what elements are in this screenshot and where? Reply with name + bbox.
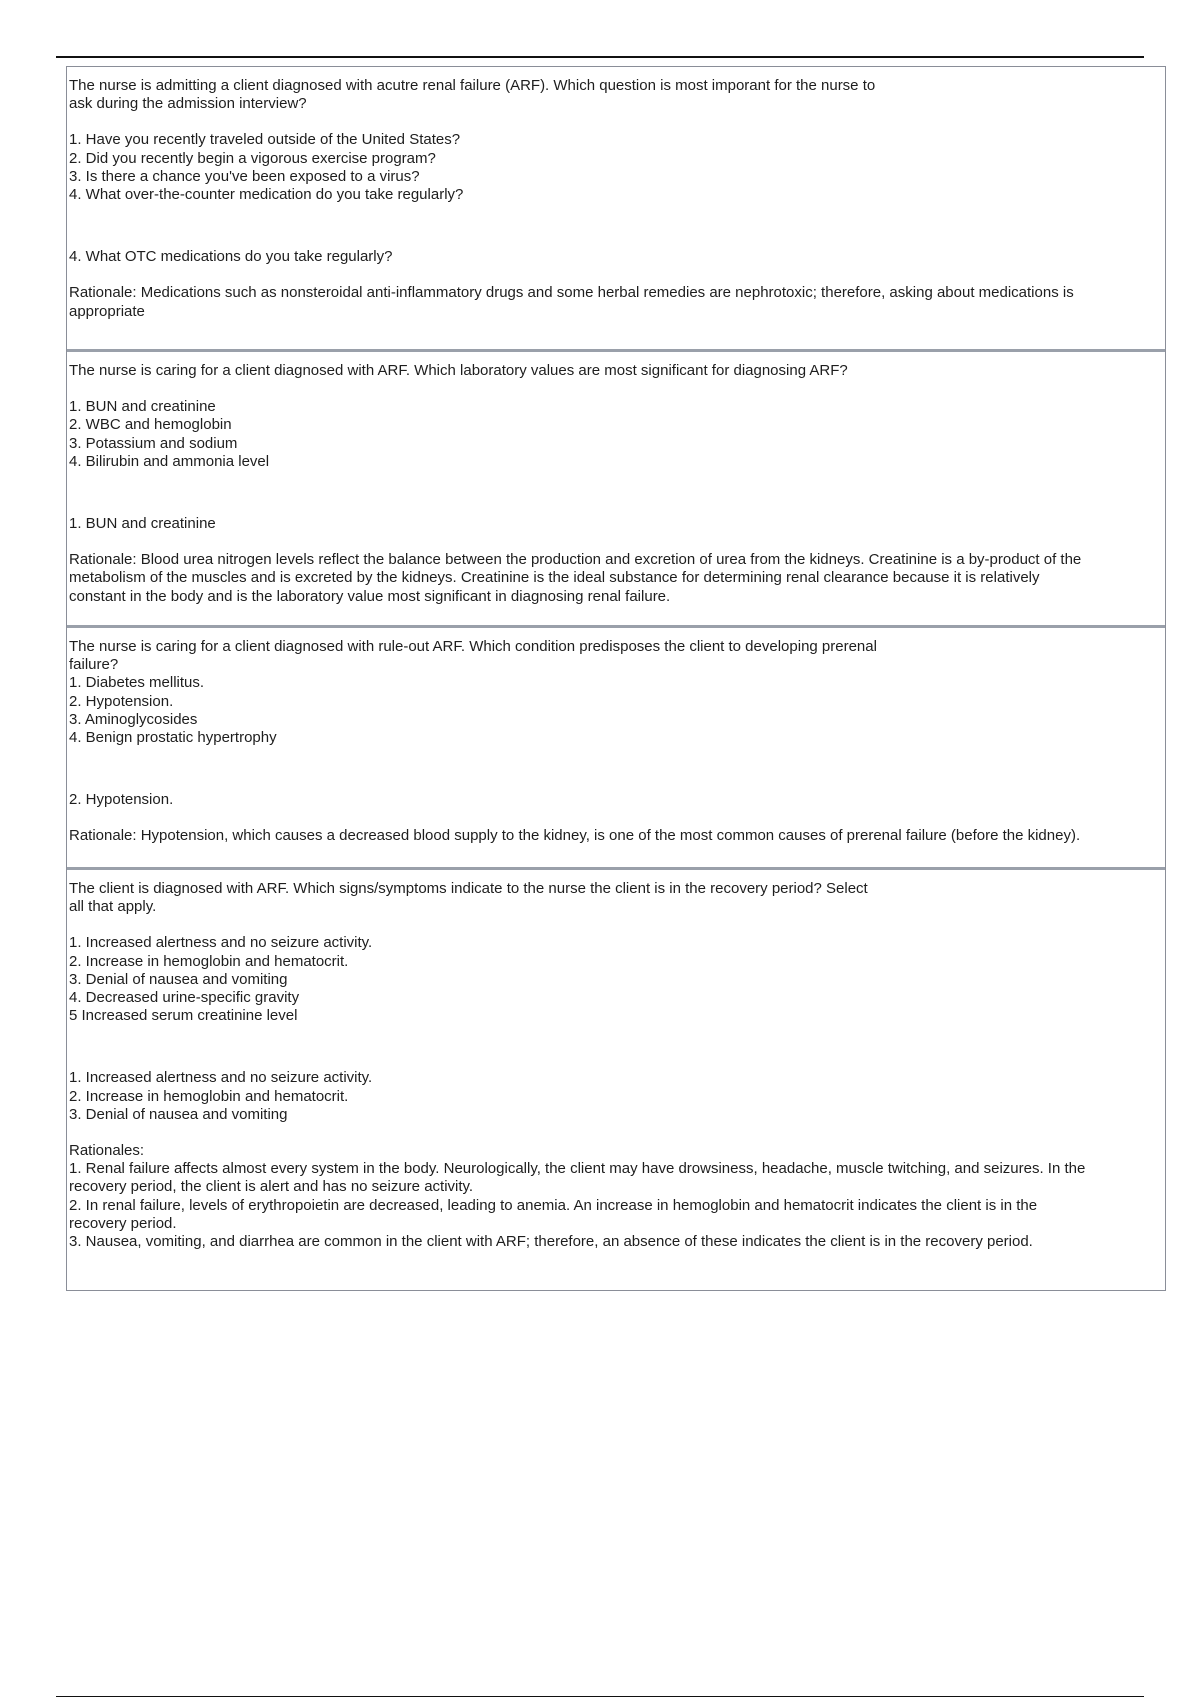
rationale-text: recovery period, the client is alert and has no seizure activity.	[69, 1178, 474, 1196]
rationale-text: metabolism of the muscles and is excreted by the kidneys. Creatinine is the ideal substance for determining renal clearance because it is relatively	[69, 569, 1040, 587]
answer-text: 2. Increase in hemoglobin and hematocrit.	[69, 1087, 349, 1105]
option-item: 1. Have you recently traveled outside of the United States?	[69, 131, 461, 149]
option-item: 3. Denial of nausea and vomiting	[69, 970, 288, 988]
answer-text: 3. Denial of nausea and vomiting	[69, 1105, 288, 1123]
rationale-text: Rationale: Blood urea nitrogen levels reflect the balance between the production and excretion of urea from the kidneys. Creatinine is a by-product of the	[69, 551, 1082, 569]
question-text: ask during the admission interview?	[69, 95, 307, 113]
answer-text: 2. Hypotension.	[69, 791, 174, 809]
option-item: 2. Increase in hemoglobin and hematocrit.	[69, 952, 349, 970]
footer-rule	[56, 1696, 1144, 1697]
answer-text: 1. BUN and creatinine	[69, 515, 216, 533]
question-text: The nurse is caring for a client diagnosed with ARF. Which laboratory values are most significant for diagnosing ARF?	[69, 362, 848, 379]
question-card	[67, 67, 1165, 352]
option-list	[69, 934, 1157, 1025]
option-list	[69, 398, 1157, 471]
option-item: 4. Benign prostatic hypertrophy	[69, 729, 277, 747]
option-list	[69, 674, 1157, 747]
question-card	[67, 628, 1165, 870]
rationale-text: appropriate	[69, 302, 145, 320]
option-item: 3. Is there a chance you've been exposed to a virus?	[69, 167, 420, 185]
rationale-text: 2. In renal failure, levels of erythropoietin are decreased, leading to anemia. An increase in hemoglobin and hematocrit indicates the client is in the	[69, 1196, 1038, 1214]
rationale-text: Rationale: Medications such as nonsteroidal anti-inflammatory drugs and some herbal remedies are nephrotoxic; therefore, asking about medications is	[69, 284, 1074, 302]
answer-list	[69, 1069, 1157, 1124]
rationale-text: constant in the body and is the laboratory value most significant in diagnosing renal failure.	[69, 587, 671, 605]
option-item: 2. Did you recently begin a vigorous exercise program?	[69, 149, 436, 167]
rationale-text: 1. Renal failure affects almost every system in the body. Neurologically, the client may have drowsiness, headache, muscle twitching, and seizures. In the	[69, 1160, 1086, 1178]
answer-text: 4. What OTC medications do you take regularly?	[69, 248, 393, 266]
rationale-text: recovery period.	[69, 1214, 177, 1232]
question-table	[66, 66, 1166, 1291]
option-item: 2. Hypotension.	[69, 692, 174, 710]
rationale-text: Rationale: Hypotension, which causes a decreased blood supply to the kidney, is one of the most common causes of prerenal failure (before the kidney).	[69, 827, 1081, 845]
option-item: 3. Aminoglycosides	[69, 710, 198, 728]
question-text: The nurse is caring for a client diagnosed with rule-out ARF. Which condition predisposes the client to developing prerenal	[69, 638, 877, 655]
option-list	[69, 131, 1157, 204]
option-item: 1. Diabetes mellitus.	[69, 674, 205, 692]
option-item: 4. What over-the-counter medication do you take regularly?	[69, 186, 464, 204]
question-card	[67, 352, 1165, 628]
header-rule	[56, 56, 1144, 58]
option-item: 1. BUN and creatinine	[69, 398, 216, 416]
answer-text: 1. Increased alertness and no seizure activity.	[69, 1069, 373, 1087]
rationale-heading: Rationales:	[69, 1142, 145, 1160]
option-item: 2. WBC and hemoglobin	[69, 416, 232, 434]
question-text: The client is diagnosed with ARF. Which signs/symptoms indicate to the nurse the client is in the recovery period? Select	[69, 880, 868, 897]
question-text: all that apply.	[69, 898, 157, 916]
option-item: 3. Potassium and sodium	[69, 434, 238, 452]
question-card	[67, 870, 1165, 1290]
question-text: failure?	[69, 656, 119, 674]
option-item: 4. Bilirubin and ammonia level	[69, 452, 270, 470]
option-item: 4. Decreased urine-specific gravity	[69, 989, 300, 1007]
question-text: The nurse is admitting a client diagnosed with acutre renal failure (ARF). Which question is most imporant for the nurse to	[69, 77, 876, 94]
option-item: 5 Increased serum creatinine level	[69, 1007, 298, 1025]
rationale-text: 3. Nausea, vomiting, and diarrhea are common in the client with ARF; therefore, an absence of these indicates the client is in the recovery period.	[69, 1233, 1033, 1251]
option-item: 1. Increased alertness and no seizure activity.	[69, 934, 373, 952]
